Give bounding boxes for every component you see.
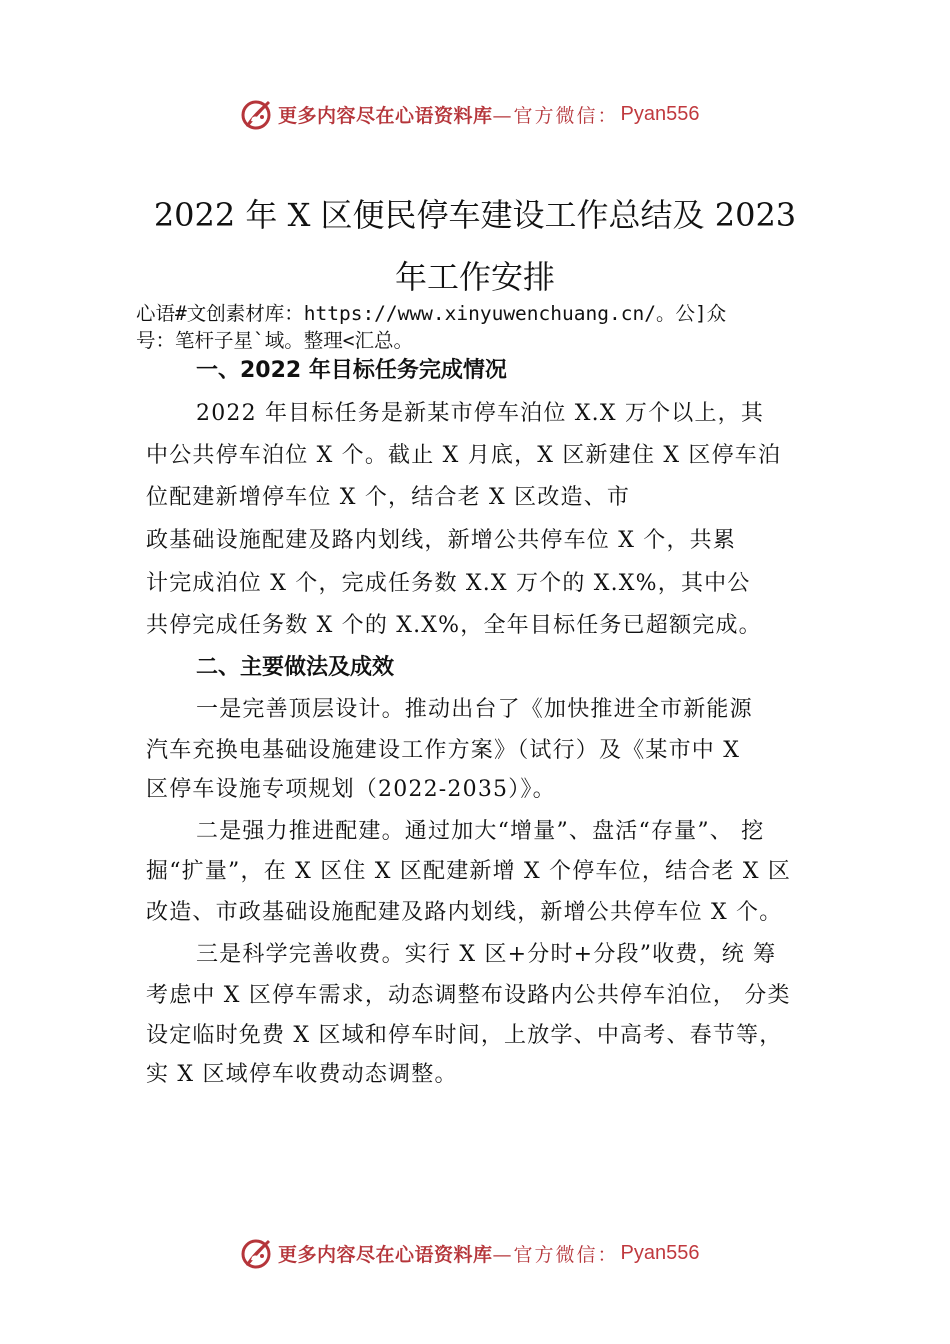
banner-sub-text: —官方微信： xyxy=(492,1243,619,1266)
section-2-para-3-line: 考虑中 X 区停车需求，动态调整布设路内公共停车泊位， 分类 xyxy=(146,983,791,1008)
section-2-para-1-line: 区停车设施专项规划（2022-2035）》。 xyxy=(146,777,556,802)
section-1-line: 计完成泊位 X 个，完成任务数 X.X 万个的 X.X%，其中公 xyxy=(146,571,751,596)
source-note-line-2: 号：笔杆子星`域。整理<汇总。 xyxy=(136,329,413,352)
section-2-para-1-line: 汽车充换电基础设施建设工作方案》（试行）及《某市中 X xyxy=(146,738,741,763)
section-2-para-2-line: 掘“扩量”，在 X 区住 X 区配建新增 X 个停车位，结合老 X 区 xyxy=(146,859,792,884)
banner-main-text: 更多内容尽在心语资料库 xyxy=(278,1243,493,1266)
section-1-line: 政基础设施配建及路内划线，新增公共停车位 X 个，共累 xyxy=(146,528,737,553)
banner-wechat-id: Pyan556 xyxy=(620,1241,700,1264)
document-title-line-1: 2022 年 X 区便民停车建设工作总结及 2023 xyxy=(153,196,797,234)
section-2-para-2-line: 改造、市政基础设施配建及路内划线，新增公共停车位 X 个。 xyxy=(146,900,783,925)
banner-main-text: 更多内容尽在心语资料库 xyxy=(278,104,493,127)
section-1-line: 中公共停车泊位 X 个。截止 X 月底，X 区新建住 X 区停车泊 xyxy=(146,443,782,468)
section-2-para-3-line: 实 X 区域停车收费动态调整。 xyxy=(146,1062,458,1087)
section-1-line: 位配建新增停车位 X 个，结合老 X 区改造、市 xyxy=(146,485,631,510)
section-1-line: 2022 年目标任务是新某市停车泊位 X.X 万个以上，其 xyxy=(196,401,765,426)
section-1-line: 共停完成任务数 X 个的 X.X%，全年目标任务已超额完成。 xyxy=(146,613,762,638)
section-2-heading: 二、主要做法及成效 xyxy=(196,655,395,680)
watermark-banner-bottom xyxy=(238,1233,700,1273)
section-2-para-3-line: 设定临时免费 X 区域和停车时间，上放学、中高考、春节等， xyxy=(146,1023,783,1048)
section-2-para-2-line: 二是强力推进配建。通过加大“增量”、盘活“存量”、 挖 xyxy=(196,819,765,844)
watermark-banner-top xyxy=(238,94,700,134)
brush-logo-icon xyxy=(238,96,274,132)
brush-logo-icon xyxy=(238,1235,274,1271)
banner-wechat-id: Pyan556 xyxy=(620,102,700,125)
section-1-heading: 一、2022 年目标任务完成情况 xyxy=(196,358,507,383)
source-note-line-1: 心语#文创素材库：https://www.xinyuwenchuang.cn/。公]众 xyxy=(136,302,727,325)
section-2-para-3-line: 三是科学完善收费。实行 X 区+分时+分段”收费，统 筹 xyxy=(196,942,777,967)
document-title-line-2: 年工作安排 xyxy=(394,258,555,296)
banner-sub-text: —官方微信： xyxy=(492,104,619,127)
section-2-para-1-line: 一是完善顶层设计。推动出台了《加快推进全市新能源 xyxy=(196,697,753,722)
